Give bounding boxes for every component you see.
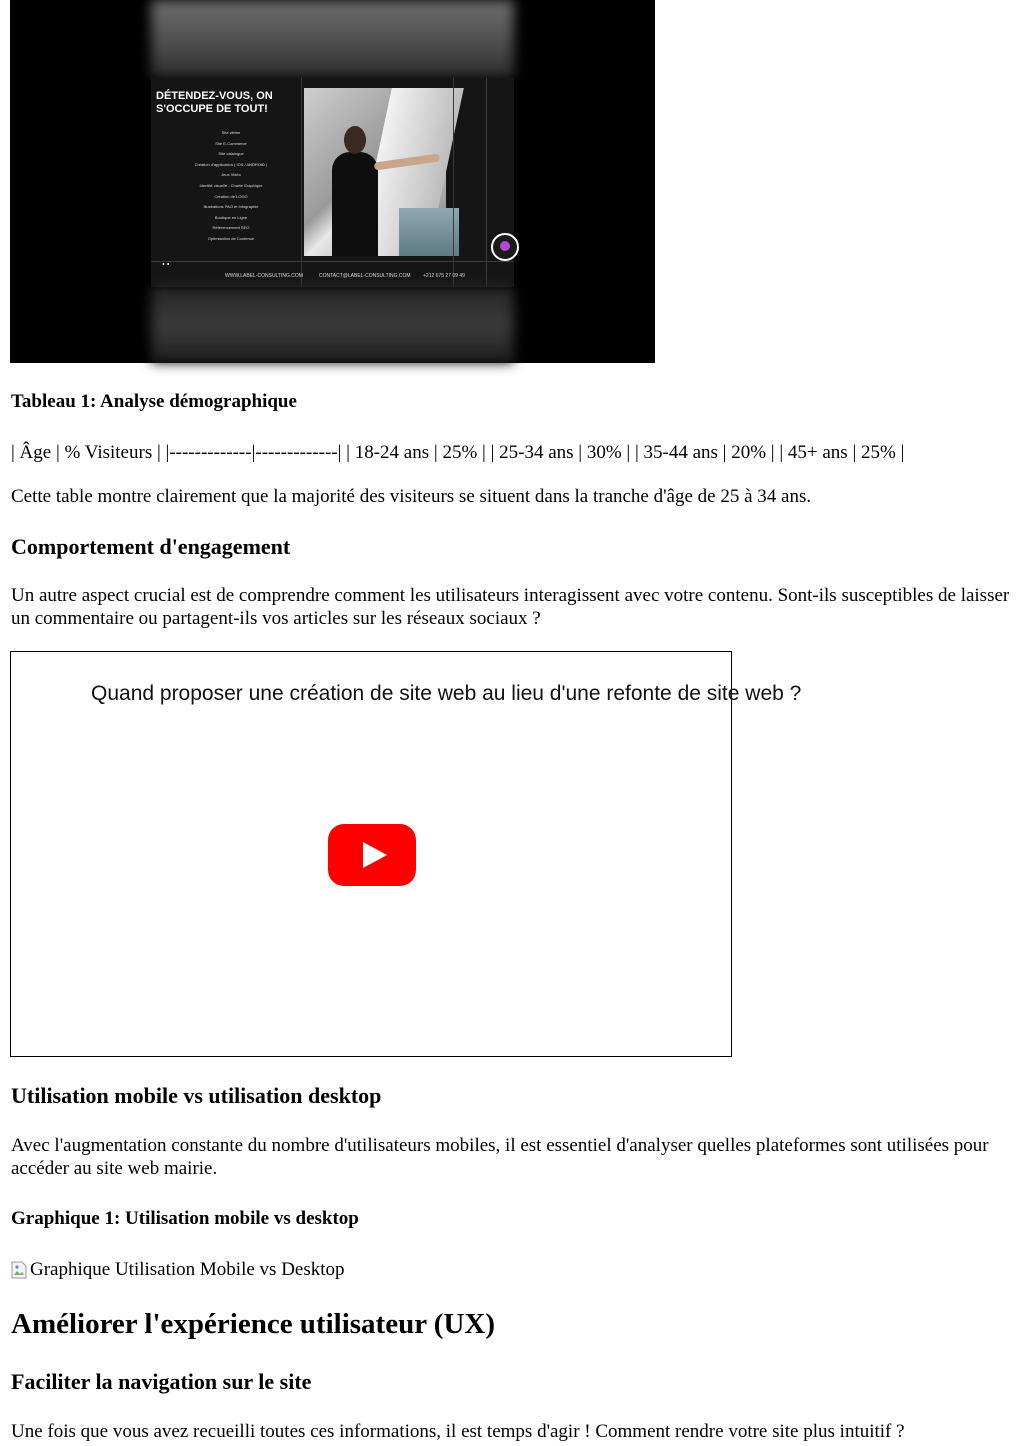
hero-service-item: Identité visuelle - Charte Graphique xyxy=(199,182,263,188)
ux-paragraph: Une fois que vous avez recueilli toutes ces informations, il est temps d'agir ! Comment rendre votre site plus intuitif ? xyxy=(11,1421,905,1442)
mobile-paragraph: Avec l'augmentation constante du nombre d'utilisateurs mobiles, il est essentiel d'analyser quelles plateformes sont utilisées pour accéder au site web mairie. xyxy=(11,1135,989,1179)
hero-photo xyxy=(304,88,446,256)
youtube-video-embed[interactable] xyxy=(10,651,802,1057)
hero-phone: +212 675 27 09 49 xyxy=(423,273,465,279)
hero-service-item: Site E-Commerce xyxy=(215,140,247,146)
hero-website: WWW.LABEL-CONSULTING.COM xyxy=(225,273,303,279)
hero-service-item: Boutique en Ligne xyxy=(214,214,248,220)
ux-heading: Améliorer l'expérience utilisateur (UX) xyxy=(11,1308,496,1340)
hero-blur-bottom xyxy=(151,287,514,363)
hero-services-list xyxy=(166,128,296,245)
hero-service-item: Jeux Vidéo xyxy=(221,172,241,178)
hero-panel xyxy=(151,78,514,287)
youtube-play-icon[interactable] xyxy=(328,824,416,886)
hero-email: CONTACT@LABEL-CONSULTING.COM xyxy=(319,273,411,279)
chart-image-alt: Graphique Utilisation Mobile vs Desktop xyxy=(30,1259,345,1280)
hero-service-item: Référencement SEO xyxy=(212,225,250,231)
mobile-heading: Utilisation mobile vs utilisation desktop xyxy=(11,1083,382,1108)
engagement-heading: Comportement d'engagement xyxy=(11,534,291,559)
hero-service-item: Création d'application ( IOS / ANDROID ) xyxy=(194,161,268,167)
hero-service-item: Illustrations PAO et Infographie xyxy=(203,204,259,210)
table1-summary: Cette table montre clairement que la majorité des visiteurs se situent dans la tranche d'âge de 25 à 34 ans. xyxy=(11,486,812,507)
hero-blur-top xyxy=(151,0,514,78)
table1-caption: Tableau 1: Analyse démographique xyxy=(11,391,297,412)
engagement-paragraph: Un autre aspect crucial est de comprendre comment les utilisateurs interagissent avec votre contenu. Sont-ils susceptibles de laisser un commentaire ou partagent-ils vos articles sur les réseaux sociaux ? xyxy=(11,585,1010,629)
hero-headline: DÉTENDEZ-VOUS, ON S'OCCUPE DE TOUT! xyxy=(156,90,273,115)
table1-raw-markdown: | Âge | % Visiteurs | |-------------|-------------| | 18-24 ans | 25% | | 25-34 ans | 30% | | 35-44 ans | 20% | | 45+ ans | 25% | xyxy=(11,442,905,463)
chart-image-placeholder xyxy=(11,1258,345,1281)
broken-image-icon xyxy=(11,1261,27,1279)
carousel-dots-icon: • • xyxy=(162,260,170,269)
hero-banner-image xyxy=(10,0,655,363)
brand-logo-icon xyxy=(491,233,519,261)
chart-caption: Graphique 1: Utilisation mobile vs desktop xyxy=(11,1208,359,1229)
hero-service-item: Création de LOGO xyxy=(214,193,248,199)
ux-subheading: Faciliter la navigation sur le site xyxy=(11,1369,312,1394)
hero-service-item: Optimisation de Contenue xyxy=(207,235,255,241)
hero-service-item: Site catalogue xyxy=(218,151,244,157)
hero-service-item: Site vitrine xyxy=(221,130,241,135)
video-title[interactable]: Quand proposer une création de site web au lieu d'une refonte de site web ? xyxy=(91,682,802,705)
